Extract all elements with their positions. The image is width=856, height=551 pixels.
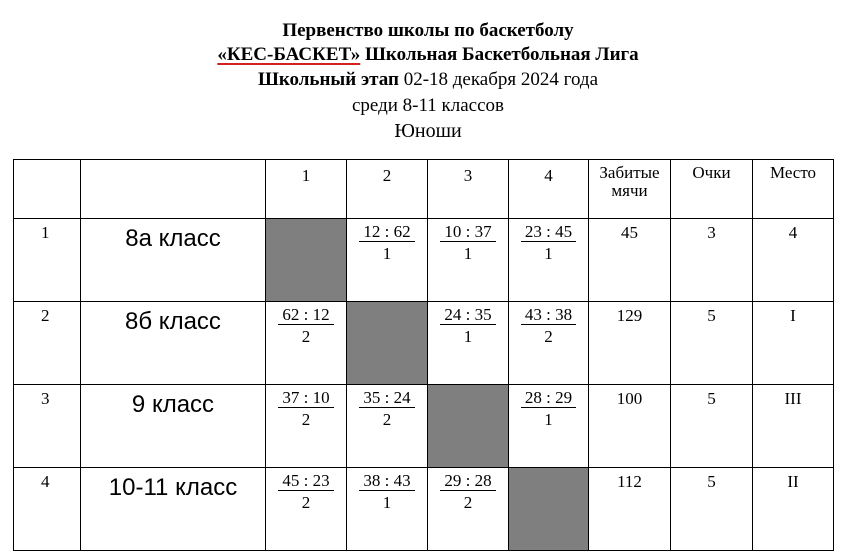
row-number: 2 (14, 302, 81, 385)
goals-cell: 112 (589, 468, 671, 551)
points-cell: 5 (671, 468, 753, 551)
table-row (14, 302, 834, 385)
row-number: 1 (14, 219, 81, 302)
self-match-cell (266, 219, 347, 302)
match-score: 28 : 29 (521, 389, 576, 408)
title-line-5: Юноши (394, 120, 462, 142)
table-row (14, 385, 834, 468)
match-score: 62 : 12 (278, 306, 333, 325)
row-number: 4 (14, 468, 81, 551)
header-col-2: 2 (347, 160, 428, 219)
goals-cell: 129 (589, 302, 671, 385)
header-cell-team (81, 160, 266, 219)
match-points: 1 (382, 493, 392, 512)
place-cell: I (753, 302, 834, 385)
match-points: 2 (301, 493, 311, 512)
team-name: 8а класс (81, 219, 266, 302)
stage-dates: 02-18 декабря 2024 года (398, 69, 599, 90)
match-points: 2 (463, 493, 473, 512)
title-line-2 (0, 44, 856, 66)
match-points: 1 (544, 410, 553, 429)
results-table-body (14, 160, 834, 551)
header-row (14, 160, 834, 219)
match-score: 45 : 23 (278, 472, 333, 491)
match-score: 38 : 43 (359, 472, 414, 491)
team-name: 9 класс (81, 385, 266, 468)
match-cell (347, 385, 428, 468)
header-goals: Забитые мячи (589, 160, 671, 219)
self-match-cell (347, 302, 428, 385)
header-cell-num (14, 160, 81, 219)
league-brand: «КЕС-БАСКЕТ» (217, 44, 361, 65)
match-cell (428, 468, 509, 551)
team-name: 10-11 класс (81, 468, 266, 551)
header-col-4: 4 (509, 160, 589, 219)
match-score: 29 : 28 (440, 472, 495, 491)
match-cell (428, 302, 509, 385)
match-score: 37 : 10 (278, 389, 333, 408)
points-cell: 3 (671, 219, 753, 302)
match-score: 24 : 35 (440, 306, 495, 325)
match-points: 2 (301, 327, 311, 346)
match-cell (266, 468, 347, 551)
match-cell (347, 219, 428, 302)
points-cell: 5 (671, 385, 753, 468)
table-row (14, 468, 834, 551)
points-cell: 5 (671, 302, 753, 385)
match-points: 1 (463, 244, 473, 263)
table-row (14, 219, 834, 302)
match-cell (266, 302, 347, 385)
match-score: 12 : 62 (359, 223, 414, 242)
header-col-1: 1 (266, 160, 347, 219)
title-line-4: среди 8-11 классов (351, 95, 505, 116)
match-score: 43 : 38 (521, 306, 576, 325)
self-match-cell (509, 468, 589, 551)
match-points: 2 (382, 410, 392, 429)
match-cell (428, 219, 509, 302)
title-line-1: Первенство школы по баскетболу (282, 20, 574, 41)
match-points: 2 (301, 410, 311, 429)
team-name: 8б класс (81, 302, 266, 385)
match-score: 23 : 45 (521, 223, 576, 242)
title-line-3 (0, 69, 856, 91)
goals-cell: 100 (589, 385, 671, 468)
goals-cell: 45 (589, 219, 671, 302)
match-points: 1 (382, 244, 392, 263)
header-place: Место (753, 160, 834, 219)
row-number: 3 (14, 385, 81, 468)
match-score: 35 : 24 (359, 389, 414, 408)
league-name: Школьная Баскетбольная Лига (360, 44, 639, 65)
place-cell: 4 (753, 219, 834, 302)
header-col-3: 3 (428, 160, 509, 219)
stage-label: Школьный этап (257, 69, 399, 90)
match-cell (266, 385, 347, 468)
place-cell: III (753, 385, 834, 468)
match-points: 1 (463, 327, 473, 346)
match-points: 2 (544, 327, 553, 346)
match-cell (509, 385, 589, 468)
match-points: 1 (544, 244, 553, 263)
match-cell (347, 468, 428, 551)
self-match-cell (428, 385, 509, 468)
match-cell (509, 219, 589, 302)
place-cell: II (753, 468, 834, 551)
match-score: 10 : 37 (440, 223, 495, 242)
results-table (13, 159, 834, 551)
header-points: Очки (671, 160, 753, 219)
match-cell (509, 302, 589, 385)
